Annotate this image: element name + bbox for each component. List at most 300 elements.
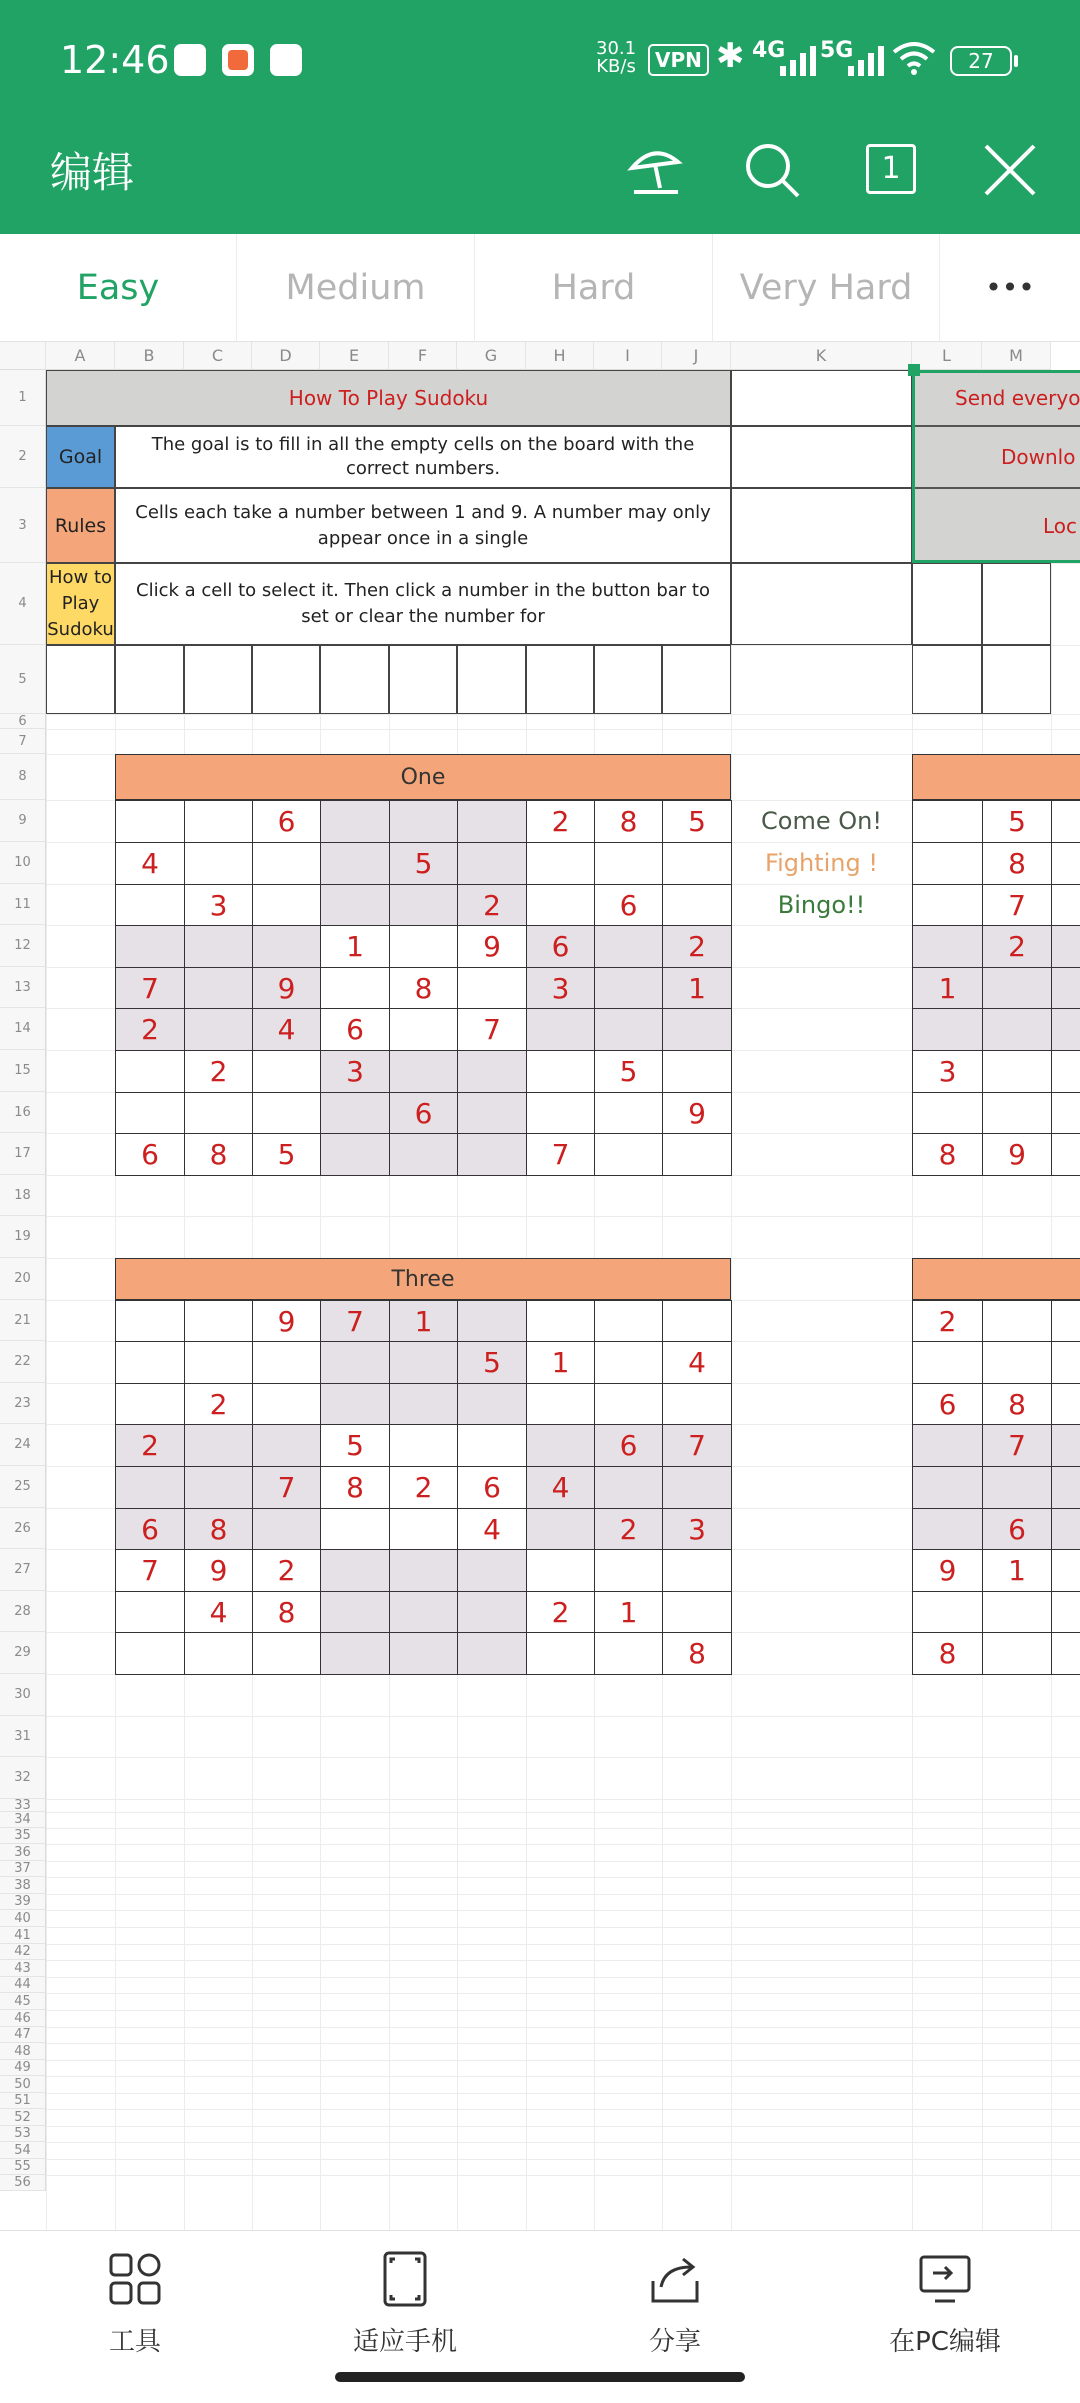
row-header[interactable]: 24 [0,1424,46,1466]
empty-cell[interactable] [115,645,184,714]
row-header[interactable]: 32 [0,1757,46,1799]
empty-cell[interactable] [662,645,731,714]
sudoku-cell[interactable] [320,800,390,843]
empty-cell[interactable] [731,426,912,488]
sudoku-cell[interactable] [115,1341,185,1384]
sudoku-cell[interactable] [526,1050,595,1093]
sudoku-cell[interactable] [594,1632,663,1675]
sudoku-cell[interactable] [320,1591,390,1633]
sudoku-cell[interactable] [982,1092,1052,1134]
row-header[interactable]: 48 [0,2043,46,2060]
row-header[interactable]: 50 [0,2076,46,2093]
empty-cell[interactable] [912,563,982,645]
column-header[interactable]: H [526,342,594,370]
column-header[interactable]: F [389,342,457,370]
sudoku-cell[interactable] [389,1424,458,1467]
sudoku-cell[interactable]: 4 [662,1341,732,1384]
spreadsheet-grid[interactable] [0,342,1080,2230]
row-header[interactable]: 46 [0,2010,46,2027]
sudoku-cell[interactable] [184,1300,253,1342]
sudoku-cell[interactable] [115,800,185,843]
row-header[interactable]: 23 [0,1383,46,1424]
sudoku-cell[interactable] [320,1632,390,1675]
sudoku-cell[interactable]: 5 [457,1341,527,1384]
row-header[interactable]: 17 [0,1133,46,1175]
row-header[interactable]: 52 [0,2109,46,2126]
sudoku-cell[interactable] [662,1008,732,1051]
sudoku-cell[interactable] [982,1300,1052,1342]
sudoku-cell[interactable] [526,1383,595,1425]
row-header[interactable]: 28 [0,1591,46,1632]
sudoku-cell[interactable]: 9 [252,1300,321,1342]
sudoku-cell[interactable] [115,1466,185,1509]
row-header[interactable]: 18 [0,1175,46,1216]
sudoku-cell[interactable]: 6 [320,1008,390,1051]
column-header[interactable]: C [184,342,252,370]
sudoku-cell[interactable] [1051,884,1080,926]
sudoku-cell[interactable] [457,1632,527,1675]
sudoku-cell[interactable]: 8 [982,842,1052,885]
cheer-text[interactable]: Bingo!! [777,890,866,919]
sudoku-cell[interactable]: 6 [115,1133,185,1176]
sudoku-cell[interactable]: 6 [594,1424,663,1467]
sudoku-cell[interactable] [1051,1300,1080,1342]
sudoku-cell[interactable] [1051,1591,1080,1633]
sudoku-cell[interactable] [320,1508,390,1550]
sudoku-cell[interactable] [184,1632,253,1675]
sudoku-cell[interactable] [457,842,527,885]
sudoku-cell[interactable] [1051,1549,1080,1592]
row-header[interactable]: 9 [0,800,46,842]
empty-cell[interactable] [252,645,320,714]
sudoku-cell[interactable] [320,842,390,885]
row-header[interactable]: 51 [0,2093,46,2109]
sudoku-cell[interactable] [1051,1133,1080,1176]
sudoku-cell[interactable]: 5 [982,800,1052,843]
sudoku-cell[interactable]: 7 [320,1300,390,1342]
sheet-count-button[interactable]: 1 [866,144,916,194]
sudoku-cell[interactable]: 2 [115,1424,185,1467]
sudoku-cell[interactable] [594,967,663,1009]
sudoku-cell[interactable] [184,925,253,968]
tools-button[interactable] [35,2251,235,2358]
sudoku-cell[interactable] [457,1383,527,1425]
sudoku-cell[interactable]: 3 [184,884,253,926]
sudoku-cell[interactable] [252,1508,321,1550]
sudoku-cell[interactable] [115,1632,185,1675]
sudoku-cell[interactable] [389,1133,458,1176]
row-header[interactable]: 2 [0,426,46,488]
sudoku-cell[interactable]: 3 [912,1050,983,1093]
sudoku-cell[interactable] [662,1383,732,1425]
sudoku-cell[interactable] [389,1508,458,1550]
sudoku-cell[interactable]: 6 [252,800,321,843]
sudoku-cell[interactable] [115,1050,185,1093]
row-header[interactable]: 36 [0,1844,46,1861]
right-info-cell[interactable]: Loc [912,488,1080,563]
right-info-cell[interactable]: Downlo [912,426,1080,488]
sudoku-cell[interactable] [457,800,527,843]
sudoku-cell[interactable] [184,842,253,885]
sudoku-cell[interactable]: 6 [982,1508,1052,1550]
goal-label[interactable]: Goal [46,426,115,488]
sudoku-cell[interactable]: 2 [526,1591,595,1633]
tab-medium[interactable]: Medium [237,234,475,342]
sudoku-cell[interactable]: 5 [320,1424,390,1467]
sudoku-cell[interactable]: 7 [115,967,185,1009]
row-header[interactable]: 43 [0,1960,46,1977]
sudoku-cell[interactable] [184,1341,253,1384]
column-header[interactable]: B [115,342,184,370]
sudoku-cell[interactable] [662,1133,732,1176]
row-header[interactable]: 41 [0,1927,46,1944]
sudoku-cell[interactable]: 8 [662,1632,732,1675]
sudoku-cell[interactable] [526,1508,595,1550]
row-header[interactable]: 11 [0,884,46,925]
sudoku-cell[interactable] [320,1341,390,1384]
sudoku-cell[interactable] [982,1591,1052,1633]
beach-umbrella-icon[interactable] [624,140,684,200]
empty-cell[interactable] [982,645,1051,714]
more-tabs-button[interactable]: ••• [985,271,1035,304]
row-header[interactable]: 8 [0,754,46,800]
sudoku-cell[interactable]: 2 [252,1549,321,1592]
sudoku-cell[interactable] [457,1549,527,1592]
row-header[interactable]: 40 [0,1910,46,1927]
sudoku-cell[interactable] [662,1300,732,1342]
column-header[interactable]: J [662,342,731,370]
column-header[interactable]: D [252,342,320,370]
sudoku-cell[interactable] [115,884,185,926]
sudoku-cell[interactable] [184,967,253,1009]
sudoku-cell[interactable]: 5 [662,800,732,843]
sudoku-cell[interactable] [1051,1424,1080,1467]
howto-text[interactable]: Click a cell to select it. Then click a number in the button bar to set or clear the number for [115,563,731,645]
search-icon[interactable] [742,140,802,200]
sudoku-cell[interactable]: 5 [594,1050,663,1093]
sudoku-cell[interactable] [457,1300,527,1342]
sudoku-cell[interactable] [912,1466,983,1509]
column-header[interactable]: L [912,342,982,370]
row-header[interactable]: 15 [0,1050,46,1092]
row-header[interactable]: 19 [0,1216,46,1258]
sudoku-cell[interactable] [662,884,732,926]
sudoku-cell[interactable] [1051,800,1080,843]
row-header[interactable]: 6 [0,714,46,729]
sudoku-cell[interactable]: 8 [320,1466,390,1509]
sudoku-cell[interactable] [389,1008,458,1051]
sudoku-cell[interactable]: 1 [662,967,732,1009]
sudoku-cell[interactable]: 4 [457,1508,527,1550]
sudoku-cell[interactable] [594,842,663,885]
sudoku-cell[interactable] [320,1549,390,1592]
sudoku-cell[interactable]: 8 [912,1632,983,1675]
row-header[interactable]: 53 [0,2126,46,2142]
goal-text[interactable]: The goal is to fill in all the empty cells on the board with the correct numbers. [115,426,731,488]
sudoku-cell[interactable]: 6 [912,1383,983,1425]
sudoku-cell[interactable] [457,1424,527,1467]
sudoku-cell[interactable]: 7 [115,1549,185,1592]
sudoku-cell[interactable] [912,884,983,926]
sudoku-cell[interactable]: 4 [252,1008,321,1051]
sudoku-cell[interactable]: 9 [457,925,527,968]
tab-hard[interactable]: Hard [475,234,713,342]
column-header[interactable]: E [320,342,389,370]
sudoku-cell[interactable] [594,1300,663,1342]
sudoku-cell[interactable] [1051,1008,1080,1051]
row-header[interactable]: 34 [0,1812,46,1828]
sudoku-cell[interactable]: 2 [184,1050,253,1093]
sudoku-cell[interactable] [526,1549,595,1592]
row-header[interactable]: 22 [0,1341,46,1383]
empty-cell[interactable] [731,563,912,645]
sudoku-cell[interactable] [1051,1050,1080,1093]
row-header[interactable]: 38 [0,1877,46,1894]
sudoku-cell[interactable] [1051,1632,1080,1675]
sudoku-cell[interactable] [1051,925,1080,968]
row-header[interactable]: 20 [0,1258,46,1300]
tab-very-hard[interactable]: Very Hard [713,234,940,342]
cheer-text[interactable]: Come On! [761,807,882,835]
sudoku-cell[interactable] [252,1341,321,1384]
sudoku-cell[interactable] [912,1591,983,1633]
sudoku-cell[interactable] [184,1008,253,1051]
sudoku-cell[interactable]: 5 [252,1133,321,1176]
selection-handle[interactable] [908,364,920,376]
sudoku-cell[interactable] [662,1549,732,1592]
row-header[interactable]: 44 [0,1977,46,1993]
sudoku-cell[interactable] [389,884,458,926]
row-header[interactable]: 16 [0,1092,46,1133]
sudoku-cell[interactable] [526,842,595,885]
empty-cell[interactable] [457,645,526,714]
row-header[interactable]: 27 [0,1549,46,1591]
sudoku-cell[interactable]: 9 [252,967,321,1009]
sudoku-cell[interactable] [457,1133,527,1176]
sudoku-cell[interactable] [662,842,732,885]
row-header[interactable]: 4 [0,563,46,645]
close-icon[interactable] [980,140,1040,200]
row-header[interactable]: 14 [0,1008,46,1050]
sudoku-cell[interactable] [252,925,321,968]
sudoku-cell[interactable] [526,884,595,926]
sudoku-cell[interactable]: 7 [982,884,1052,926]
sudoku-cell[interactable] [982,1466,1052,1509]
sudoku-cell[interactable]: 1 [982,1549,1052,1592]
empty-cell[interactable] [46,645,115,714]
sudoku-cell[interactable]: 8 [184,1133,253,1176]
sudoku-cell[interactable] [1051,1092,1080,1134]
sudoku-cell[interactable] [912,1508,983,1550]
sudoku-cell[interactable]: 6 [389,1092,458,1134]
sudoku-cell[interactable] [982,1341,1052,1384]
column-header[interactable]: G [457,342,526,370]
column-header[interactable]: M [982,342,1051,370]
right-info-cell[interactable]: Send everyo [912,370,1080,426]
empty-cell[interactable] [731,370,912,426]
sudoku-cell[interactable] [184,1092,253,1134]
sudoku-cell[interactable] [594,1133,663,1176]
sudoku-cell[interactable] [594,1092,663,1134]
empty-cell[interactable] [912,645,982,714]
sudoku-cell[interactable]: 6 [594,884,663,926]
sudoku-cell[interactable] [184,800,253,843]
row-header[interactable]: 29 [0,1632,46,1674]
sudoku-cell[interactable] [912,800,983,843]
corner-cell[interactable] [0,342,46,370]
sudoku-cell[interactable] [252,842,321,885]
sudoku-cell[interactable] [252,1092,321,1134]
sudoku-cell[interactable] [1051,1383,1080,1425]
sudoku-cell[interactable] [526,1632,595,1675]
empty-cell[interactable] [526,645,594,714]
sudoku-cell[interactable] [115,1300,185,1342]
sudoku-cell[interactable]: 1 [526,1341,595,1384]
sudoku-cell[interactable]: 9 [982,1133,1052,1176]
row-header[interactable]: 10 [0,842,46,884]
sudoku-cell[interactable] [912,842,983,885]
sudoku-cell[interactable] [912,1008,983,1051]
sudoku-cell[interactable]: 8 [184,1508,253,1550]
sudoku-cell[interactable] [594,925,663,968]
sudoku-cell[interactable] [1051,1508,1080,1550]
sudoku-cell[interactable] [320,884,390,926]
empty-cell[interactable] [731,488,912,563]
sudoku-cell[interactable] [526,1092,595,1134]
row-header[interactable]: 12 [0,925,46,967]
sudoku-cell[interactable] [1051,1466,1080,1509]
sudoku-cell[interactable] [594,1466,663,1509]
fit-phone-button[interactable] [305,2251,505,2358]
sudoku-cell[interactable] [252,1632,321,1675]
sudoku-cell[interactable]: 2 [662,925,732,968]
sudoku-cell[interactable] [912,1092,983,1134]
row-header[interactable]: 13 [0,967,46,1008]
sudoku-cell[interactable] [1051,967,1080,1009]
sudoku-cell[interactable] [252,1424,321,1467]
sudoku-cell[interactable]: 7 [457,1008,527,1051]
column-header[interactable]: K [731,342,912,370]
sudoku-cell[interactable] [389,1549,458,1592]
empty-cell[interactable] [320,645,389,714]
sudoku-cell[interactable] [389,800,458,843]
sudoku-cell[interactable] [594,1341,663,1384]
sudoku-cell[interactable] [982,1050,1052,1093]
sudoku-cell[interactable]: 3 [320,1050,390,1093]
sudoku-cell[interactable] [662,1050,732,1093]
sudoku-cell[interactable] [594,1383,663,1425]
sudoku-cell[interactable]: 9 [912,1549,983,1592]
sudoku-cell[interactable] [389,1050,458,1093]
row-header[interactable]: 26 [0,1508,46,1549]
row-header[interactable]: 37 [0,1861,46,1877]
rules-text[interactable]: Cells each take a number between 1 and 9. A number may only appear once in a single [115,488,731,563]
row-header[interactable]: 31 [0,1716,46,1757]
sudoku-cell[interactable]: 2 [457,884,527,926]
sudoku-cell[interactable]: 4 [184,1591,253,1633]
sudoku-cell[interactable]: 4 [526,1466,595,1509]
sudoku-cell[interactable]: 2 [115,1008,185,1051]
row-header[interactable]: 3 [0,488,46,563]
sudoku-cell[interactable] [389,1341,458,1384]
sudoku-cell[interactable] [389,925,458,968]
sudoku-cell[interactable] [184,1466,253,1509]
sudoku-cell[interactable]: 2 [912,1300,983,1342]
sudoku-cell[interactable]: 2 [982,925,1052,968]
sudoku-cell[interactable]: 7 [982,1424,1052,1467]
sudoku-cell[interactable] [320,967,390,1009]
sudoku-cell[interactable] [115,925,185,968]
sudoku-cell[interactable]: 1 [594,1591,663,1633]
sudoku-cell[interactable] [912,1341,983,1384]
empty-cell[interactable] [184,645,252,714]
sudoku-cell[interactable]: 7 [662,1424,732,1467]
cheer-text[interactable]: Fighting ! [765,849,878,877]
sudoku-cell[interactable] [252,1050,321,1093]
sudoku-cell[interactable]: 2 [389,1466,458,1509]
sudoku-cell[interactable] [252,884,321,926]
sudoku-cell[interactable]: 9 [184,1549,253,1592]
sudoku-cell[interactable] [389,1591,458,1633]
sudoku-cell[interactable] [1051,842,1080,885]
sudoku-cell[interactable]: 1 [389,1300,458,1342]
row-header[interactable]: 49 [0,2060,46,2076]
sudoku-cell[interactable] [526,1008,595,1051]
howto-label[interactable]: How to Play Sudoku [46,563,115,645]
row-header[interactable]: 33 [0,1799,46,1812]
sudoku-cell[interactable]: 8 [594,800,663,843]
row-header[interactable]: 54 [0,2142,46,2159]
sudoku-cell[interactable]: 2 [184,1383,253,1425]
sudoku-cell[interactable] [912,1424,983,1467]
sudoku-cell[interactable] [526,1424,595,1467]
sudoku-cell[interactable] [982,1008,1052,1051]
sudoku-cell[interactable] [389,1632,458,1675]
sudoku-cell[interactable]: 9 [662,1092,732,1134]
sudoku-cell[interactable] [594,1008,663,1051]
sudoku-cell[interactable] [526,1300,595,1342]
sudoku-cell[interactable] [320,1092,390,1134]
row-header[interactable]: 30 [0,1674,46,1716]
sudoku-cell[interactable] [252,1383,321,1425]
sudoku-cell[interactable] [389,1383,458,1425]
pc-edit-button[interactable] [845,2251,1045,2358]
sudoku-cell[interactable]: 8 [389,967,458,1009]
sudoku-cell[interactable] [594,1549,663,1592]
sudoku-cell[interactable] [115,1591,185,1633]
sudoku-cell[interactable] [457,1591,527,1633]
share-button[interactable] [575,2251,775,2358]
row-header[interactable]: 35 [0,1828,46,1844]
column-header[interactable]: I [594,342,662,370]
sudoku-cell[interactable]: 8 [252,1591,321,1633]
sudoku-cell[interactable]: 4 [115,842,185,885]
row-header[interactable]: 5 [0,645,46,714]
sudoku-cell[interactable] [184,1424,253,1467]
row-header[interactable]: 47 [0,2027,46,2043]
sudoku-cell[interactable]: 5 [389,842,458,885]
sudoku-cell[interactable]: 3 [526,967,595,1009]
sudoku-cell[interactable] [457,967,527,1009]
sudoku-cell[interactable] [1051,1341,1080,1384]
row-header[interactable]: 25 [0,1466,46,1508]
howto-title[interactable]: How To Play Sudoku [46,370,731,426]
row-header[interactable]: 45 [0,1993,46,2010]
sudoku-cell[interactable] [320,1133,390,1176]
row-header[interactable]: 21 [0,1300,46,1341]
sudoku-cell[interactable]: 7 [526,1133,595,1176]
row-header[interactable]: 7 [0,729,46,754]
